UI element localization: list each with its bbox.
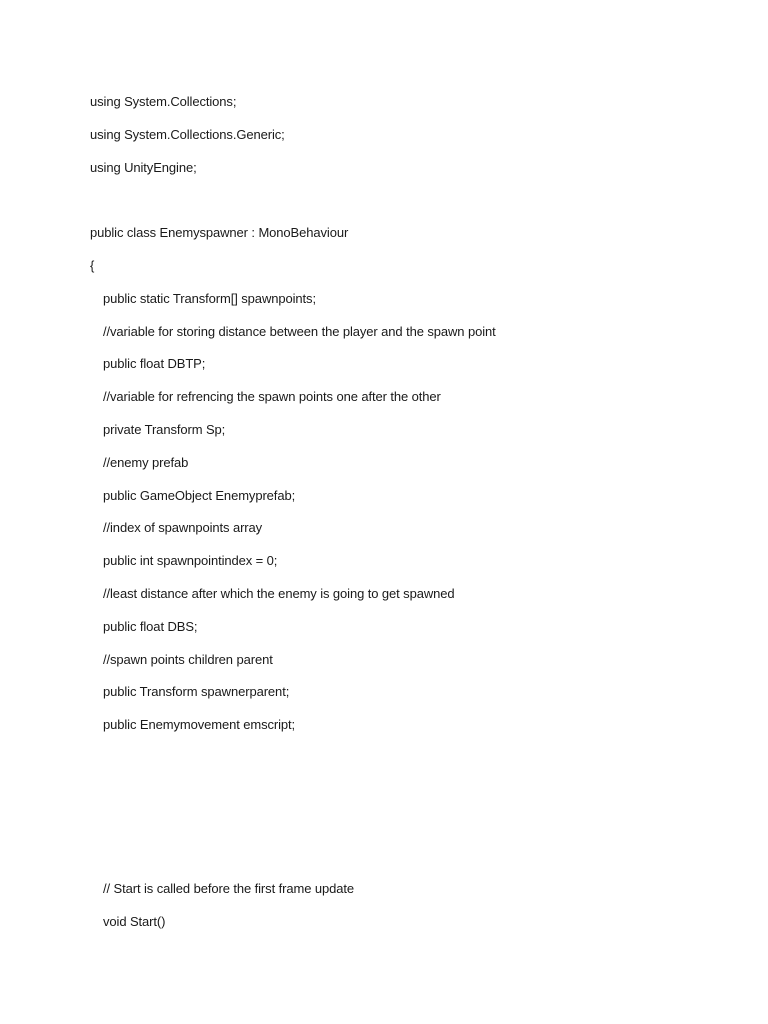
code-line: using System.Collections; <box>90 94 237 109</box>
open-brace: { <box>90 257 95 273</box>
code-comment: //variable for refrencing the spawn points one after the other <box>103 389 441 405</box>
code-comment: //index of spawnpoints array <box>103 520 263 536</box>
blank-line <box>90 782 730 815</box>
code-line: public int spawnpointindex = 0; <box>103 553 278 569</box>
code-line: public Transform spawnerparent; <box>103 684 290 700</box>
code-listing <box>90 93 730 946</box>
blank-line <box>90 191 730 224</box>
code-line: public static Transform[] spawnpoints; <box>103 290 316 306</box>
code-comment: //spawn points children parent <box>103 651 273 667</box>
code-line: public float DBS; <box>103 618 198 634</box>
code-comment: // Start is called before the first frame update <box>103 881 354 897</box>
class-declaration: public class Enemyspawner : MonoBehaviour <box>90 225 349 241</box>
blank-line <box>90 815 730 848</box>
method-declaration: void Start() <box>103 913 166 929</box>
code-line: public float DBTP; <box>103 356 206 372</box>
code-line: public GameObject Enemyprefab; <box>103 487 296 503</box>
code-line: using System.Collections.Generic; <box>90 126 285 142</box>
blank-line <box>90 847 730 880</box>
code-line: using UnityEngine; <box>90 159 197 175</box>
code-comment: //least distance after which the enemy is going to get spawned <box>103 585 455 601</box>
code-line: public Enemymovement emscript; <box>103 717 296 733</box>
code-comment: //variable for storing distance between the player and the spawn point <box>103 323 496 339</box>
blank-line <box>90 749 730 782</box>
code-comment: //enemy prefab <box>103 454 189 470</box>
code-line: private Transform Sp; <box>103 421 226 437</box>
